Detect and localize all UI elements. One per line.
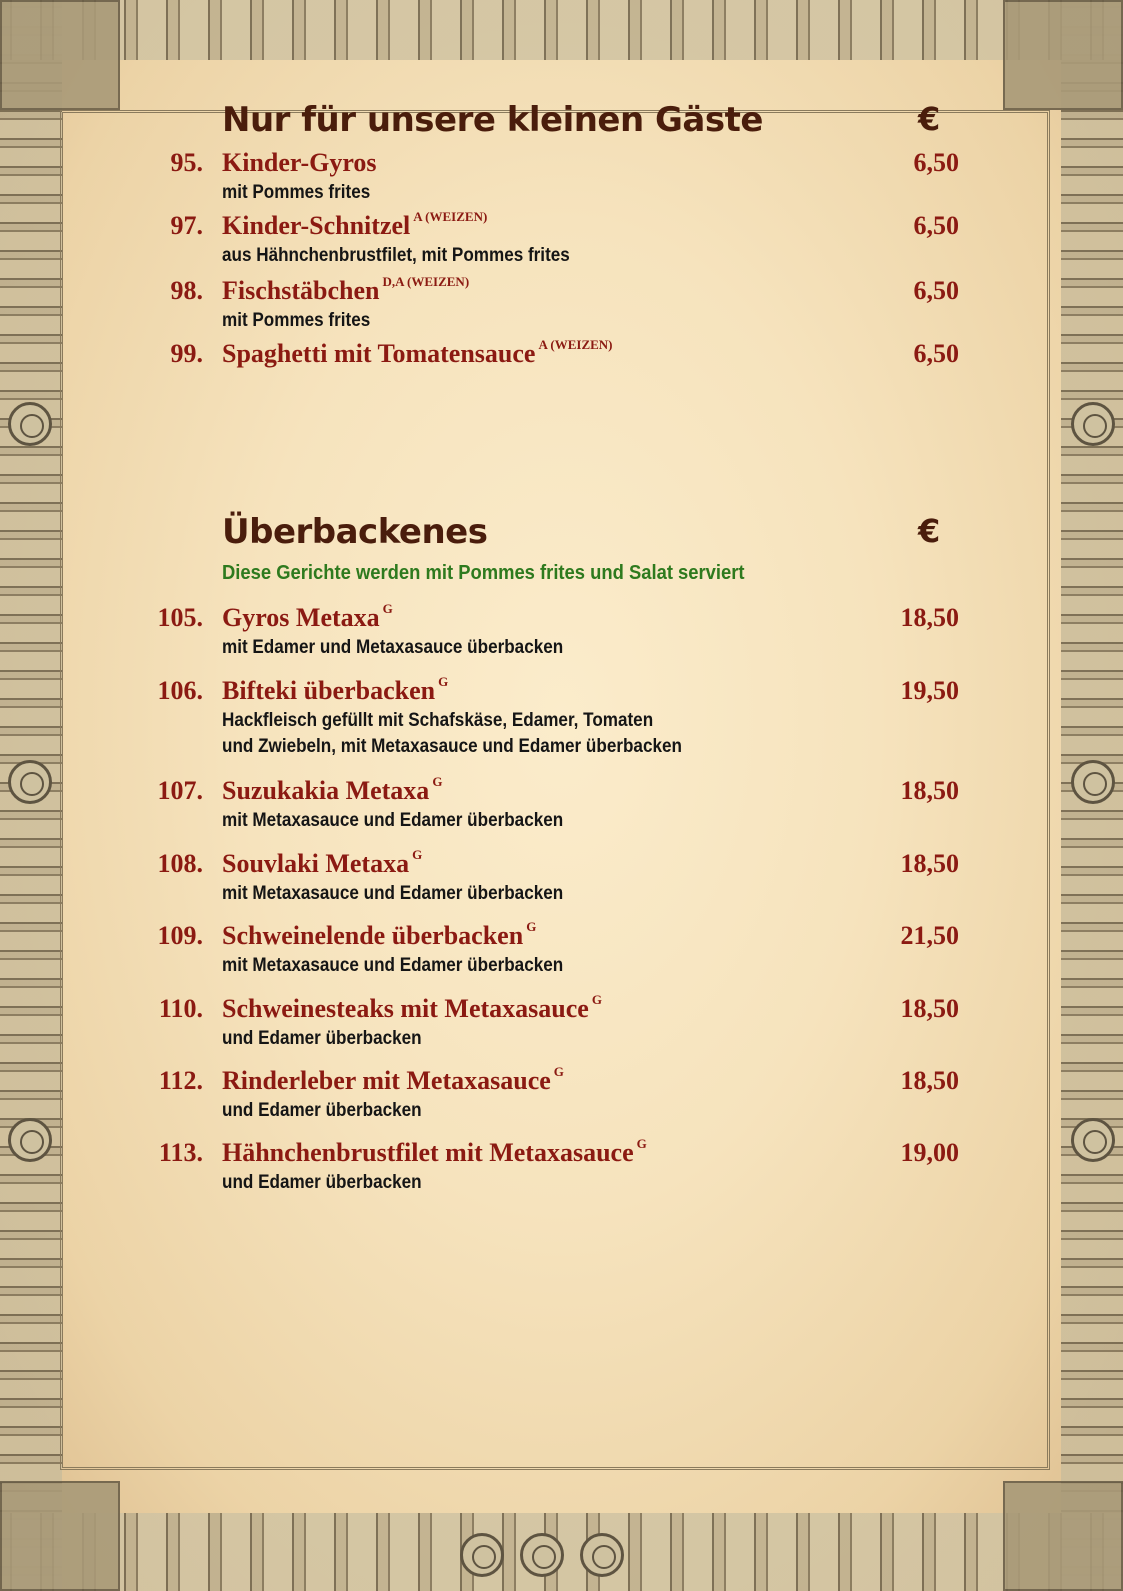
item-name — [222, 276, 469, 306]
item-price: 6,50 — [913, 148, 959, 177]
ornament-corner-top-right — [1003, 0, 1123, 110]
item-name — [222, 994, 602, 1024]
item-price: 6,50 — [913, 339, 959, 368]
item-number: 105. — [157, 603, 203, 632]
item-description — [222, 1026, 422, 1052]
item-number: 99. — [170, 339, 203, 368]
allergen-code: G — [412, 847, 423, 863]
item-description — [222, 243, 570, 269]
description-line: mit Pommes frites — [222, 310, 371, 331]
item-price: 18,50 — [900, 849, 959, 878]
item-description — [222, 180, 370, 206]
rosette-icon — [1071, 402, 1115, 446]
ornament-border-top — [0, 0, 1123, 60]
item-number: 112. — [158, 1066, 203, 1095]
item-number: 113. — [158, 1138, 203, 1167]
item-name — [222, 211, 487, 241]
item-number: 109. — [157, 921, 203, 950]
item-number: 108. — [157, 849, 203, 878]
description-line: mit Metaxasauce und Edamer überbacken — [222, 810, 564, 831]
allergen-code: D,A (WEIZEN) — [382, 274, 470, 290]
description-line: mit Metaxasauce und Edamer überbacken — [222, 955, 564, 976]
item-name-text: Kinder-Gyros — [222, 148, 377, 177]
allergen-code: A (WEIZEN) — [413, 209, 488, 225]
item-number: 110. — [158, 994, 203, 1023]
item-price: 19,50 — [900, 676, 959, 705]
item-number: 107. — [157, 776, 203, 805]
currency-header-gratin: € — [918, 512, 941, 550]
item-name-text: Hähnchenbrustfilet mit Metaxasauce — [222, 1138, 634, 1167]
item-name — [222, 1066, 564, 1096]
item-price: 6,50 — [913, 276, 959, 305]
item-price: 18,50 — [900, 994, 959, 1023]
item-name-text: Schweinelende überbacken — [222, 921, 524, 950]
allergen-code: G — [591, 992, 602, 1008]
description-line: und Edamer überbacken — [222, 1028, 422, 1049]
item-name — [222, 921, 536, 951]
item-name-text: Gyros Metaxa — [222, 603, 380, 632]
allergen-code: G — [438, 674, 449, 690]
item-description — [222, 953, 563, 979]
description-line: und Edamer überbacken — [222, 1100, 422, 1121]
item-name — [222, 148, 377, 178]
description-line: mit Pommes frites — [222, 182, 371, 203]
ornament-corner-bottom-left — [0, 1481, 120, 1591]
item-price: 18,50 — [900, 603, 959, 632]
allergen-code: A (WEIZEN) — [538, 337, 613, 353]
allergen-code: G — [636, 1136, 647, 1152]
description-line: mit Edamer und Metaxasauce überbacken — [222, 637, 564, 658]
item-name — [222, 776, 442, 806]
item-number: 98. — [170, 276, 203, 305]
rosette-icon — [1071, 760, 1115, 804]
description-line: mit Metaxasauce und Edamer überbacken — [222, 883, 564, 904]
item-name — [222, 1138, 647, 1168]
item-name-text: Rinderleber mit Metaxasauce — [222, 1066, 551, 1095]
rosette-icon — [460, 1533, 504, 1577]
allergen-code: G — [526, 919, 537, 935]
item-name — [222, 339, 613, 369]
item-description — [222, 308, 370, 334]
item-number: 106. — [157, 676, 203, 705]
description-line: aus Hähnchenbrustfilet, mit Pommes frites — [222, 245, 570, 266]
item-name-text: Bifteki überbacken — [222, 676, 436, 705]
item-price: 21,50 — [900, 921, 959, 950]
description-line: und Zwiebeln, mit Metaxasauce und Edamer überbacken — [222, 736, 682, 757]
rosette-icon — [1071, 1118, 1115, 1162]
item-description — [222, 1170, 422, 1196]
item-name-text: Suzukakia Metaxa — [222, 776, 430, 805]
rosette-icon — [520, 1533, 564, 1577]
rosette-icon — [8, 402, 52, 446]
ornament-corner-top-left — [0, 0, 120, 110]
allergen-code: G — [382, 601, 393, 617]
item-name — [222, 849, 422, 879]
item-price: 18,50 — [900, 1066, 959, 1095]
ornament-corner-bottom-right — [1003, 1481, 1123, 1591]
item-name-text: Souvlaki Metaxa — [222, 849, 410, 878]
item-number: 95. — [170, 148, 203, 177]
item-name-text: Kinder-Schnitzel — [222, 211, 411, 240]
allergen-code: G — [553, 1064, 564, 1080]
rosette-icon — [8, 760, 52, 804]
description-line: und Edamer überbacken — [222, 1172, 422, 1193]
item-description — [222, 1098, 422, 1124]
currency-header-kids: € — [918, 100, 941, 138]
item-name-text: Schweinesteaks mit Metaxasauce — [222, 994, 589, 1023]
rosette-icon — [8, 1118, 52, 1162]
item-description — [222, 708, 682, 760]
item-name — [222, 603, 393, 633]
allergen-code: G — [432, 774, 443, 790]
item-name-text: Fischstäbchen — [222, 276, 380, 305]
section-note-gratin: Diese Gerichte werden mit Pommes frites und Salat serviert — [222, 562, 745, 584]
item-name-text: Spaghetti mit Tomatensauce — [222, 339, 536, 368]
item-name — [222, 676, 448, 706]
item-price: 19,00 — [900, 1138, 959, 1167]
item-description — [222, 808, 563, 834]
item-price: 18,50 — [900, 776, 959, 805]
section-title-gratin: Überbackenes — [222, 512, 488, 552]
description-line: Hackfleisch gefüllt mit Schafskäse, Edamer, Tomaten — [222, 710, 654, 731]
item-price: 6,50 — [913, 211, 959, 240]
item-description — [222, 881, 563, 907]
rosette-icon — [580, 1533, 624, 1577]
item-number: 97. — [170, 211, 203, 240]
section-title-kids: Nur für unsere kleinen Gäste — [222, 100, 763, 140]
item-description — [222, 635, 563, 661]
